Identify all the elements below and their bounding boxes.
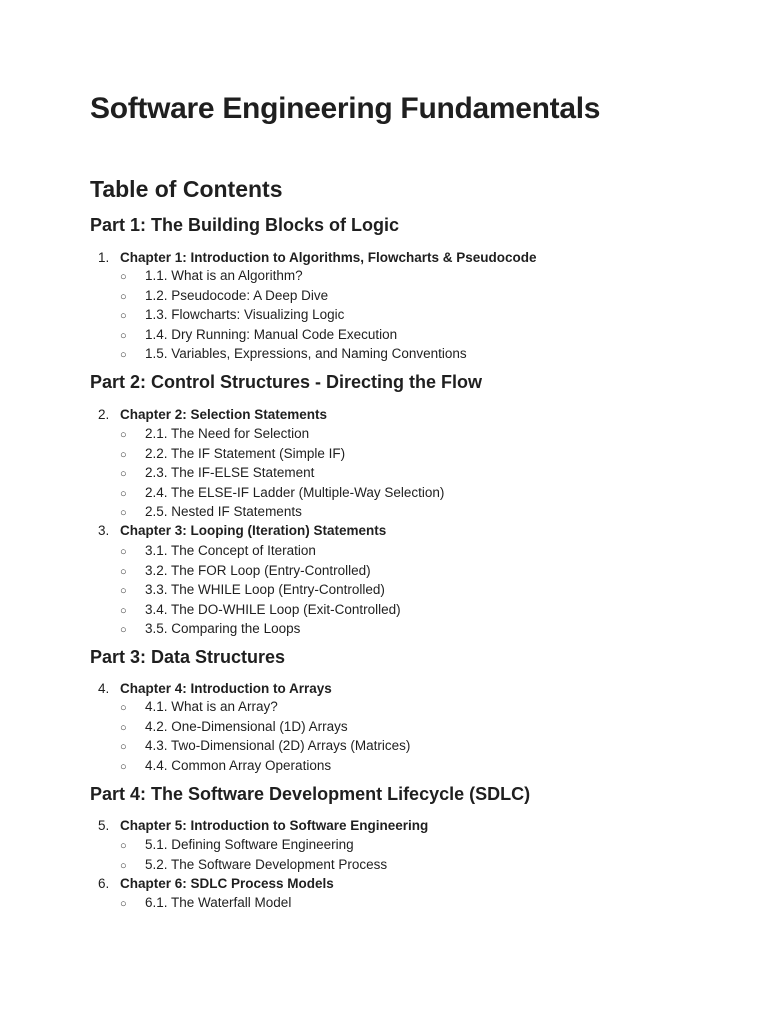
- toc-section[interactable]: [120, 463, 444, 483]
- toc-chapter-4[interactable]: [98, 680, 332, 698]
- toc-section[interactable]: [120, 600, 401, 620]
- section-title: 1.5. Variables, Expressions, and Naming Conventions: [145, 346, 467, 361]
- toc-section[interactable]: [120, 619, 401, 639]
- section-title: 3.3. The WHILE Loop (Entry-Controlled): [145, 582, 385, 597]
- circle-bullet-icon: ○: [120, 310, 127, 322]
- toc-section[interactable]: [120, 305, 467, 325]
- section-title: 1.4. Dry Running: Manual Code Execution: [145, 326, 398, 342]
- circle-bullet-icon: ○: [120, 604, 127, 617]
- document-title: Software Engineering Fundamentals: [90, 92, 601, 125]
- toc-chapter-2[interactable]: [98, 406, 327, 424]
- section-title: 2.3. The IF-ELSE Statement: [145, 465, 315, 480]
- chapter-number: 2.: [98, 407, 110, 422]
- toc-section[interactable]: [120, 444, 444, 464]
- toc-chapter-3[interactable]: [98, 522, 386, 540]
- section-title: 3.4. The DO-WHILE Loop (Exit-Controlled): [145, 601, 401, 617]
- circle-bullet-icon: ○: [120, 290, 127, 303]
- toc-section[interactable]: [120, 855, 387, 875]
- toc-section[interactable]: [120, 756, 410, 776]
- chapter-title: Chapter 6: SDLC Process Models: [120, 876, 334, 891]
- circle-bullet-icon: ○: [120, 741, 127, 753]
- chapter-number: 1.: [98, 250, 110, 265]
- circle-bullet-icon: ○: [120, 349, 127, 361]
- section-title: 4.1. What is an Array?: [145, 699, 278, 714]
- toc-section[interactable]: [120, 736, 410, 756]
- chapter-title: Chapter 3: Looping (Iteration) Statements: [120, 523, 387, 538]
- circle-bullet-icon: ○: [120, 546, 127, 558]
- circle-bullet-icon: ○: [120, 507, 127, 519]
- section-title: 5.2. The Software Development Process: [145, 856, 388, 872]
- section-title: 5.1. Defining Software Engineering: [145, 837, 354, 852]
- circle-bullet-icon: ○: [120, 859, 127, 872]
- toc-section[interactable]: [120, 266, 467, 286]
- circle-bullet-icon: ○: [120, 840, 127, 852]
- toc-section[interactable]: [120, 717, 410, 737]
- circle-bullet-icon: ○: [120, 624, 127, 636]
- section-title: 4.4. Common Array Operations: [145, 757, 332, 773]
- section-title: 1.2. Pseudocode: A Deep Dive: [145, 287, 329, 303]
- toc-section[interactable]: [120, 502, 444, 522]
- circle-bullet-icon: ○: [120, 760, 127, 773]
- circle-bullet-icon: ○: [120, 585, 127, 597]
- section-list-chapter-2: [120, 424, 444, 522]
- circle-bullet-icon: ○: [120, 468, 127, 480]
- section-title: 4.3. Two-Dimensional (2D) Arrays (Matrices): [145, 738, 411, 753]
- chapter-number: 4.: [98, 681, 110, 696]
- section-title: 2.4. The ELSE-IF Ladder (Multiple-Way Selection): [145, 484, 445, 500]
- section-list-chapter-3: [120, 541, 401, 639]
- toc-section[interactable]: [120, 344, 467, 364]
- part-4-title: Part 4: The Software Development Lifecycle (SDLC): [90, 784, 531, 804]
- chapter-title: Chapter 4: Introduction to Arrays: [120, 681, 332, 696]
- toc-section[interactable]: [120, 580, 401, 600]
- chapter-title: Chapter 5: Introduction to Software Engineering: [120, 818, 429, 833]
- chapter-title: Chapter 1: Introduction to Algorithms, Flowcharts & Pseudocode: [120, 250, 537, 265]
- section-title: 1.3. Flowcharts: Visualizing Logic: [145, 307, 345, 322]
- part-1-title: Part 1: The Building Blocks of Logic: [90, 215, 400, 235]
- part-2-title: Part 2: Control Structures - Directing the Flow: [90, 372, 483, 392]
- circle-bullet-icon: ○: [120, 487, 127, 500]
- section-title: 2.5. Nested IF Statements: [145, 504, 302, 519]
- chapter-number: 3.: [98, 523, 110, 538]
- chapter-title: Chapter 2: Selection Statements: [120, 407, 328, 422]
- toc-section[interactable]: [120, 561, 401, 581]
- toc-section[interactable]: [120, 541, 401, 561]
- toc-section[interactable]: [120, 893, 291, 913]
- toc-section[interactable]: [120, 325, 467, 345]
- circle-bullet-icon: ○: [120, 721, 127, 734]
- toc-section[interactable]: [120, 835, 387, 855]
- toc-chapter-6[interactable]: [98, 875, 334, 893]
- section-title: 3.2. The FOR Loop (Entry-Controlled): [145, 562, 371, 578]
- section-title: 3.1. The Concept of Iteration: [145, 543, 316, 558]
- section-title: 6.1. The Waterfall Model: [145, 895, 292, 910]
- toc-heading: Table of Contents: [90, 176, 283, 202]
- circle-bullet-icon: ○: [120, 329, 127, 342]
- toc-chapter-1[interactable]: [98, 249, 537, 267]
- section-title: 2.1. The Need for Selection: [145, 426, 310, 441]
- circle-bullet-icon: ○: [120, 429, 127, 441]
- toc-section[interactable]: [120, 424, 444, 444]
- section-list-chapter-5: [120, 835, 387, 874]
- section-title: 3.5. Comparing the Loops: [145, 621, 301, 636]
- section-list-chapter-1: [120, 266, 467, 364]
- chapter-number: 6.: [98, 876, 110, 891]
- section-list-chapter-6: [120, 893, 291, 913]
- section-title: 1.1. What is an Algorithm?: [145, 268, 303, 283]
- chapter-number: 5.: [98, 818, 110, 833]
- circle-bullet-icon: ○: [120, 898, 127, 910]
- circle-bullet-icon: ○: [120, 448, 127, 461]
- toc-section[interactable]: [120, 483, 444, 503]
- circle-bullet-icon: ○: [120, 565, 127, 578]
- section-list-chapter-4: [120, 697, 410, 775]
- section-title: 2.2. The IF Statement (Simple IF): [145, 445, 346, 461]
- toc-chapter-5[interactable]: [98, 817, 428, 835]
- toc-section[interactable]: [120, 697, 410, 717]
- circle-bullet-icon: ○: [120, 702, 127, 714]
- toc-section[interactable]: [120, 286, 467, 306]
- part-3-title: Part 3: Data Structures: [90, 647, 286, 667]
- section-title: 4.2. One-Dimensional (1D) Arrays: [145, 718, 348, 734]
- circle-bullet-icon: ○: [120, 271, 127, 283]
